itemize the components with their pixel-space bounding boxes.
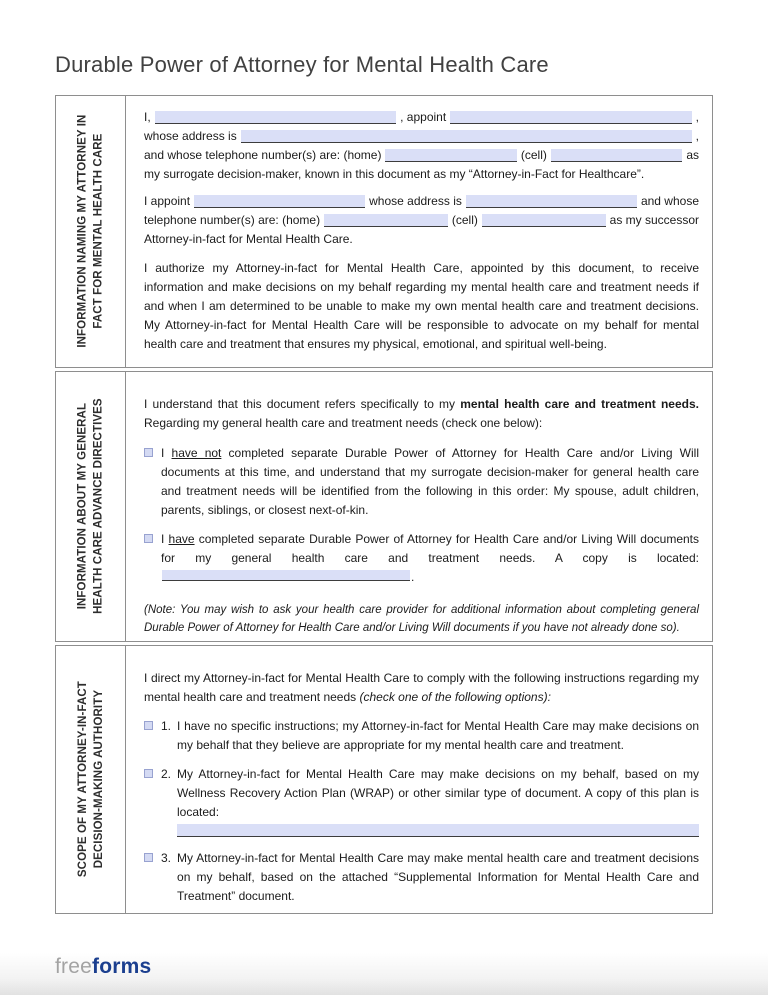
checkbox-no-separate-documents[interactable] <box>144 448 153 457</box>
successor-cell-phone-field[interactable] <box>482 214 606 227</box>
static-text: . <box>411 570 415 584</box>
paragraph-authorization: I authorize my Attorney-in-fact for Mental Health Care, appointed by this document, to receive information and make decisions on my behalf regarding my mental health care and treatment needs if and when I am determined to be unable to make my own mental health care and treatment decisions. My Attorney-in-fact for Mental Health Care will be responsible to advocate on my behalf for mental health care and treatment that ensures my physical, emotional, and spiritual well-being. <box>144 261 699 351</box>
static-text: I, <box>144 110 151 124</box>
static-text: telephone number(s) are: (home) <box>144 213 321 227</box>
section-naming-label-column <box>56 96 126 367</box>
attorney-address-field[interactable] <box>241 130 692 143</box>
option-number: 2. <box>161 767 172 781</box>
section-advance-content <box>126 372 712 641</box>
option-3-supplemental-info <box>144 849 699 906</box>
logo-text-free: free <box>55 955 92 978</box>
option-text: I have no specific instructions; my Attorney-in-fact for Mental Health Care may make decisions on my behalf that they believe are appropriate for my mental health care and treatment. <box>177 719 699 752</box>
option-2-wrap-plan <box>144 765 699 837</box>
section-scope-authority <box>55 645 713 914</box>
checkbox-has-separate-documents[interactable] <box>144 534 153 543</box>
static-text: , <box>695 110 699 124</box>
section-label: INFORMATION NAMING MY ATTORNEY IN FACT FOR MENTAL HEALTH CARE <box>76 114 105 349</box>
attorney-cell-phone-field[interactable] <box>551 149 682 162</box>
option-number: 3. <box>161 851 172 865</box>
static-text: I <box>161 532 169 546</box>
underlined-text: have <box>168 532 195 546</box>
static-text: (cell) <box>451 213 478 227</box>
section-scope-content <box>126 646 712 913</box>
static-text: whose address is <box>369 194 462 208</box>
static-text: , <box>695 129 699 143</box>
wrap-plan-location-field[interactable] <box>177 824 699 837</box>
underlined-text: have not <box>171 446 222 460</box>
section-naming-content <box>126 96 712 367</box>
static-text: I <box>161 446 172 460</box>
option-text <box>177 765 699 837</box>
static-text: My Attorney-in-fact for Mental Health Care may make decisions on my behalf, based on my Wellness Recovery Action Plan (WRAP) or other similar type of document. A copy of this plan is located: <box>177 767 699 819</box>
page-title: Durable Power of Attorney for Mental Health Care <box>55 52 549 77</box>
static-text: Regarding my general health care and treatment needs (check one below): <box>144 416 543 430</box>
static-text: completed separate Durable Power of Attorney for Health Care and/or Living Will documents for my general health care and treatment needs. A copy is located: <box>161 532 699 565</box>
freeforms-logo <box>55 955 151 979</box>
option-has-separate-documents <box>144 530 699 587</box>
static-text: , appoint <box>400 110 447 124</box>
option-1-no-instructions <box>144 717 699 755</box>
option-text <box>161 530 699 587</box>
successor-home-phone-field[interactable] <box>324 214 448 227</box>
paragraph-understanding <box>144 395 699 433</box>
section-advance-label-column <box>56 372 126 641</box>
copy-location-field[interactable] <box>162 570 410 581</box>
logo-text-forms: forms <box>92 955 152 978</box>
successor-address-field[interactable] <box>466 195 637 208</box>
static-text: and whose telephone number(s) are: (home) <box>144 148 382 162</box>
attorney-home-phone-field[interactable] <box>385 149 516 162</box>
static-text: my surrogate decision-maker, known in this document as my “Attorney-in-Fact for Healthcare”. <box>144 167 645 181</box>
section-label: SCOPE OF MY ATTORNEY-IN-FACT DECISION-MAKING AUTHORITY <box>76 681 105 878</box>
static-text: and whose <box>640 194 699 208</box>
static-text: (cell) <box>520 148 547 162</box>
paragraph-successor <box>144 192 699 249</box>
section-advance-directives <box>55 371 713 642</box>
bold-text: mental health care and treatment needs. <box>460 397 699 411</box>
section-label: INFORMATION ABOUT MY GENERAL HEALTH CARE ADVANCE DIRECTIVES <box>76 398 105 615</box>
successor-name-field[interactable] <box>194 195 365 208</box>
paragraph-direct <box>144 669 699 707</box>
static-text: as <box>686 148 699 162</box>
attorney-name-field[interactable] <box>450 111 691 124</box>
option-no-separate-documents <box>144 444 699 520</box>
paragraph-appointment <box>144 108 699 184</box>
option-number: 1. <box>161 719 172 733</box>
static-text: as my successor <box>609 213 700 227</box>
checkbox-option-1[interactable] <box>144 721 153 730</box>
checkbox-option-2[interactable] <box>144 769 153 778</box>
principal-name-field[interactable] <box>155 111 396 124</box>
static-text: completed separate Durable Power of Attorney for Health Care and/or Living Will documents at this time, and understand that my surrogate decision-maker for general health care and treatment needs will be identified from the following in this order: My spouse, adult children, parents, siblings, or closest next-of-kin. <box>161 446 699 517</box>
static-text: I direct my Attorney-in-fact for Mental Health Care to comply with the following instructions regarding my mental health care and treatment needs <box>144 671 699 704</box>
checkbox-option-3[interactable] <box>144 853 153 862</box>
static-text: Attorney-in-fact for Mental Health Care. <box>144 232 353 246</box>
section-scope-label-column <box>56 646 126 913</box>
static-text: whose address is <box>144 129 237 143</box>
option-text <box>161 444 699 520</box>
note-text: (Note: You may wish to ask your health care provider for additional information about completing general Durable Power of Attorney for Health Care and/or Living Will documents if you have not already done so). <box>144 604 699 634</box>
static-text: I understand that this document refers specifically to my <box>144 397 461 411</box>
section-naming-attorney <box>55 95 713 368</box>
italic-text: (check one of the following options): <box>359 690 551 704</box>
option-text: My Attorney-in-fact for Mental Health Care may make mental health care and treatment decisions on my behalf, based on the attached “Supplemental Information for Mental Health Care and Treatment” document. <box>177 851 699 903</box>
static-text: I appoint <box>144 194 191 208</box>
